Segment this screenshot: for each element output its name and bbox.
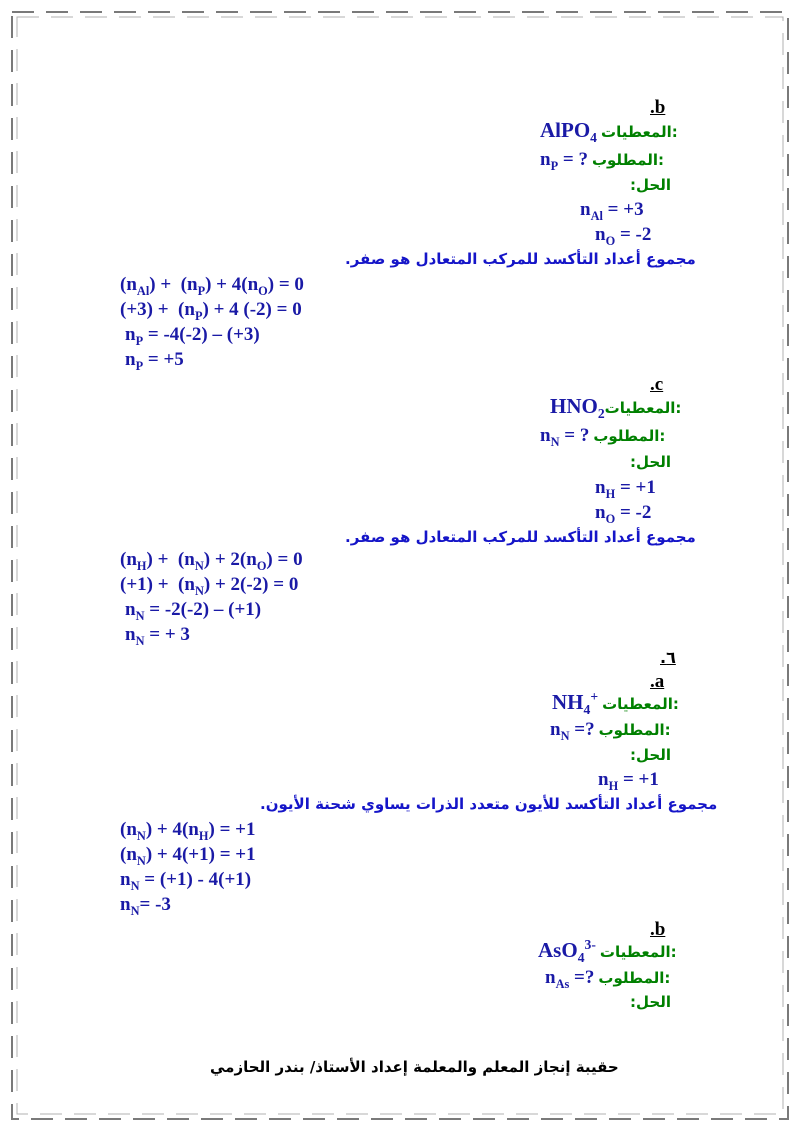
given-formula-hno2: $HNO_2$ xyxy=(550,394,605,422)
given-formula-nh4: $NH_4^+$ xyxy=(552,689,599,718)
value-n-al: $n_{Al} = +3$ xyxy=(580,199,644,223)
required-value: $n_{As}$ =? xyxy=(545,967,595,991)
step-1: $(n_H) + (n_N) + 2(n_O) = 0$ xyxy=(120,549,303,573)
solution-label: الحل: xyxy=(630,176,671,194)
section-6a-required xyxy=(550,720,671,742)
step-3: $n_N = (+1) - 4(+1)$ xyxy=(120,869,252,893)
section-c-required xyxy=(540,426,665,448)
solution-label: الحل: xyxy=(630,993,671,1011)
section-6b-required xyxy=(545,968,670,990)
step-3: $n_P = -4(-2) - (+3)$ xyxy=(125,324,260,348)
section-c-label: .c xyxy=(650,374,664,395)
section-c-given xyxy=(550,396,681,421)
rule-polyatomic-ion: مجموع أعداد التأكسد للأيون متعدد الذرات يساوي شحنة الأيون. xyxy=(260,795,718,813)
given-formula-aso4: AsO$_4^{3-}$ xyxy=(538,937,596,966)
required-label: المطلوب: xyxy=(598,969,671,987)
section-b-given xyxy=(540,120,678,145)
required-value: $n_N$ = ? xyxy=(540,425,590,449)
step-4-result: $n_P = +5$ xyxy=(125,349,184,373)
section-6a-label: .a xyxy=(650,671,665,692)
step-2: $(n_N) + 4(+1) = +1$ xyxy=(120,844,256,868)
required-value: $n_P$ = ? xyxy=(540,149,588,173)
step-1: $(n_N) + 4(n_H) = +1$ xyxy=(120,819,256,843)
section-b-required xyxy=(540,150,664,172)
rule-neutral-compound: مجموع أعداد التأكسد للمركب المتعادل هو صفر. xyxy=(345,528,696,546)
section-b-label: .b xyxy=(650,97,666,118)
section-6b-label: .b xyxy=(650,919,666,940)
value-n-o: $n_O = -2$ xyxy=(595,502,652,526)
value-n-o: $n_O = -2$ xyxy=(595,224,652,248)
step-1: $(n_{Al}) + (n_P) + 4(n_O) = 0$ xyxy=(120,274,304,298)
solution-label: الحل: xyxy=(630,453,671,471)
required-label: المطلوب: xyxy=(598,721,671,739)
given-label: المعطيات: xyxy=(604,399,682,417)
required-value: $n_N$ =? xyxy=(550,719,595,743)
page-footer: حقيبة إنجاز المعلم والمعلمة إعداد الأستاذ/ بندر الحازمي xyxy=(210,1058,619,1076)
given-label: المعطيات: xyxy=(601,123,678,141)
step-4-result: $n_N= -3$ xyxy=(120,894,171,918)
given-label: المعطيات: xyxy=(599,943,677,961)
value-n-h: $n_H = +1$ xyxy=(598,769,659,793)
rule-neutral-compound: مجموع أعداد التأكسد للمركب المتعادل هو صفر. xyxy=(345,250,696,268)
section-6a-given xyxy=(552,690,679,717)
required-label: المطلوب: xyxy=(591,151,664,169)
step-4-result: $n_N$ = + 3 xyxy=(125,624,190,648)
step-2: $(+3) + (n_P) + 4$ (-2) = 0 xyxy=(120,299,302,323)
section-6b-given xyxy=(538,938,677,965)
step-2: $(+1) + (n_N) + 2(-2) = 0$ xyxy=(120,574,299,598)
step-3: $n_N = -2(-2) - (+1)$ xyxy=(125,599,262,623)
value-n-h: $n_H = +1$ xyxy=(595,477,656,501)
required-label: المطلوب: xyxy=(593,427,666,445)
given-formula-alpo4: AlPO$_4$ xyxy=(540,118,597,146)
given-label: المعطيات: xyxy=(602,695,679,713)
solution-label: الحل: xyxy=(630,746,671,764)
question-6-label: .٦ xyxy=(660,648,676,667)
